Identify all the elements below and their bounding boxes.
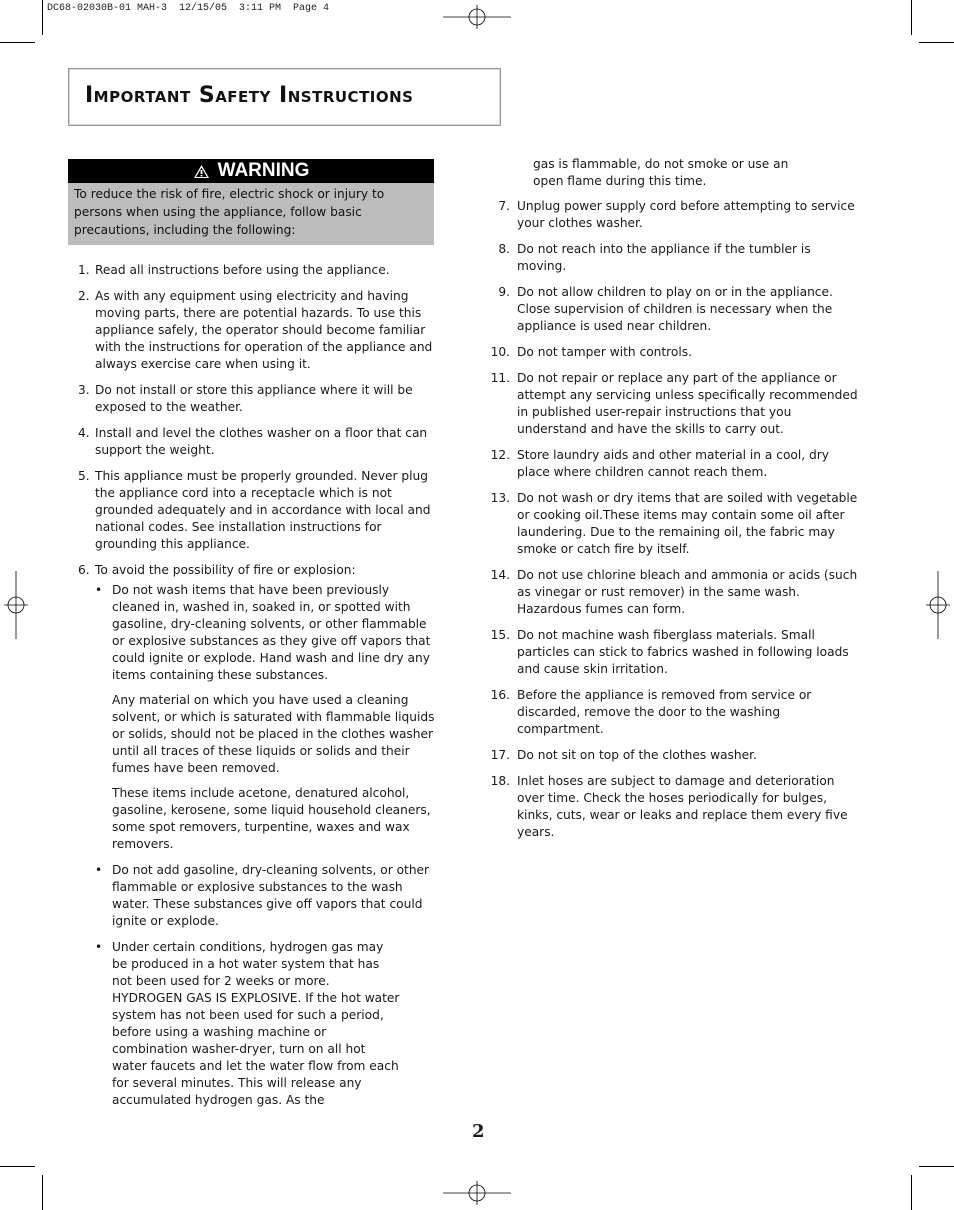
- item-text: As with any equipment using electricity and having moving parts, there are potential hazards. To use this appliance safely, the operator should become familiar with the instructions for operation of the appliance and always exercise care when using it.: [95, 289, 433, 371]
- item-number: 2.: [78, 289, 90, 303]
- bullet-item: [95, 939, 438, 1109]
- item-text: Inlet hoses are subject to damage and deterioration over time. Check the hoses periodically for bulges, kinks, cuts, wear or leaks and replace them every five years.: [517, 774, 848, 839]
- bullet-paragraph: Any material on which you have used a cleaning solvent, or which is saturated with flammable liquids or solids, should not be placed in the clothes washer until all traces of these liquids or solids and their fumes have been removed.: [112, 693, 435, 775]
- list-item: [490, 198, 860, 232]
- item-text: Do not repair or replace any part of the appliance or attempt any servicing unless specifically recommended in published user-repair instructions that you understand and have the skills to carry out.: [517, 371, 858, 436]
- crop-mark-bl-v: [42, 1175, 43, 1210]
- item-number: 12.: [490, 448, 510, 462]
- item-number: 18.: [490, 774, 510, 788]
- item-text: Unplug power supply cord before attempting to service your clothes washer.: [517, 199, 855, 230]
- continued-paragraph: gas is flammable, do not smoke or use an open flame during this time.: [533, 157, 789, 188]
- item-text: Do not sit on top of the clothes washer.: [517, 748, 757, 762]
- item-number: 1.: [78, 263, 90, 277]
- crop-mark-bl-h: [0, 1166, 35, 1167]
- item-text: Install and level the clothes washer on a floor that can support the weight.: [95, 426, 428, 457]
- list-item: [490, 370, 860, 438]
- bullet-paragraph: Do not add gasoline, dry-cleaning solvents, or other flammable or explosive substances to the wash water. These substances give off vapors that could ignite or explode.: [112, 863, 430, 928]
- warning-text: To reduce the risk of fire, electric shock or injury to persons when using the appliance, follow basic precautions, including the following:: [68, 183, 434, 245]
- bullet-item: [95, 582, 438, 853]
- item-number: 9.: [498, 285, 510, 299]
- registration-mark-bottom-icon: [443, 1181, 511, 1205]
- title-box: [68, 68, 501, 126]
- crop-mark-tr-v: [911, 0, 912, 35]
- warning-label: WARNING: [217, 160, 310, 181]
- crop-mark-br-h: [919, 1166, 954, 1167]
- item-text: Read all instructions before using the appliance.: [95, 263, 390, 277]
- item-number: 6.: [78, 563, 90, 577]
- bullet-paragraph: These items include acetone, denatured alcohol, gasoline, kerosene, some liquid household cleaners, some spot removers, turpentine, waxes and wax removers.: [112, 786, 431, 851]
- list-item: [490, 773, 860, 841]
- list-item: [490, 284, 860, 335]
- bullet-marker: •: [95, 940, 103, 954]
- warning-triangle-icon: [193, 164, 210, 179]
- item-number: 7.: [498, 199, 510, 213]
- item-text: Do not machine wash fiberglass materials. Small particles can stick to fabrics washed in following loads and cause skin irritation.: [517, 628, 849, 676]
- list-item: [490, 241, 860, 275]
- list-item: [490, 687, 860, 738]
- item-number: 15.: [490, 628, 510, 642]
- item-number: 14.: [490, 568, 510, 582]
- item-number: 4.: [78, 426, 90, 440]
- item-text: Do not tamper with controls.: [517, 345, 692, 359]
- list-item: [78, 562, 438, 1109]
- item-number: 16.: [490, 688, 510, 702]
- crop-mark-br-v: [911, 1175, 912, 1210]
- item-text: Do not use chlorine bleach and ammonia or acids (such as vinegar or rust remover) in the same wash. Hazardous fumes can form.: [517, 568, 858, 616]
- item-text: This appliance must be properly grounded. Never plug the appliance cord into a receptacle which is not grounded adequately and in accordance with local and national codes. See installation instructions for grounding this appliance.: [95, 469, 431, 551]
- crop-mark-tr-h: [919, 42, 954, 43]
- registration-mark-right-icon: [926, 571, 950, 639]
- bullet-marker: •: [95, 583, 103, 597]
- page-number: 2: [472, 1121, 485, 1142]
- bullet-marker: •: [95, 863, 103, 877]
- list-item: [78, 262, 438, 279]
- print-slug: DC68-02030B-01 MAH-3 12/15/05 3:11 PM Page 4: [47, 3, 330, 14]
- list-item: [490, 747, 860, 764]
- bullet-paragraph: Do not wash items that have been previously cleaned in, washed in, soaked in, or spotted with gasoline, dry-cleaning solvents, or other flammable or explosive substances as they give off vapors that could ignite or explode. Hand wash and line dry any items containing these substances.: [112, 583, 431, 682]
- item-number: 5.: [78, 469, 90, 483]
- list-item: [78, 288, 438, 373]
- list-item: [490, 447, 860, 481]
- item-number: 11.: [490, 371, 510, 385]
- item-number: 8.: [498, 242, 510, 256]
- right-column: [490, 156, 860, 850]
- item-number: 3.: [78, 383, 90, 397]
- bullet-item: [95, 862, 438, 930]
- item-number: 13.: [490, 491, 510, 505]
- item-text: Do not wash or dry items that are soiled with vegetable or cooking oil.These items may contain some oil after laundering. Due to the remaining oil, the fabric may smoke or catch fire by itself.: [517, 491, 858, 556]
- item-text: Do not allow children to play on or in the appliance. Close supervision of children is necessary when the appliance is used near children.: [517, 285, 833, 333]
- crop-mark-tl-h: [0, 42, 35, 43]
- bullet-paragraph: Under certain conditions, hydrogen gas may be produced in a hot water system that has not been used for 2 weeks or more. HYDROGEN GAS IS EXPLOSIVE. If the hot water system has not been used for such a period, before using a washing machine or combination washer-dryer, turn on all hot water faucets and let the water flow from each for several minutes. This will release any accumulated hydrogen gas. As the: [112, 940, 400, 1107]
- page-title: Important Safety Instructions: [85, 83, 414, 108]
- registration-mark-top-icon: [443, 5, 511, 29]
- crop-mark-tl-v: [42, 0, 43, 35]
- item-number: 17.: [490, 748, 510, 762]
- item-text: Do not reach into the appliance if the tumbler is moving.: [517, 242, 811, 273]
- list-item: [490, 344, 860, 361]
- item-text: To avoid the possibility of fire or explosion:: [95, 563, 356, 577]
- registration-mark-left-icon: [4, 571, 28, 639]
- list-item: [78, 468, 438, 553]
- item-text: Before the appliance is removed from service or discarded, remove the door to the washing compartment.: [517, 688, 812, 736]
- item-text: Store laundry aids and other material in a cool, dry place where children cannot reach them.: [517, 448, 829, 479]
- list-item: [78, 425, 438, 459]
- item-number: 10.: [490, 345, 510, 359]
- warning-header: [68, 159, 434, 183]
- list-item: [490, 490, 860, 558]
- list-item: [78, 382, 438, 416]
- list-item: [490, 627, 860, 678]
- left-column: [78, 262, 438, 1118]
- list-item: [490, 567, 860, 618]
- item-text: Do not install or store this appliance where it will be exposed to the weather.: [95, 383, 413, 414]
